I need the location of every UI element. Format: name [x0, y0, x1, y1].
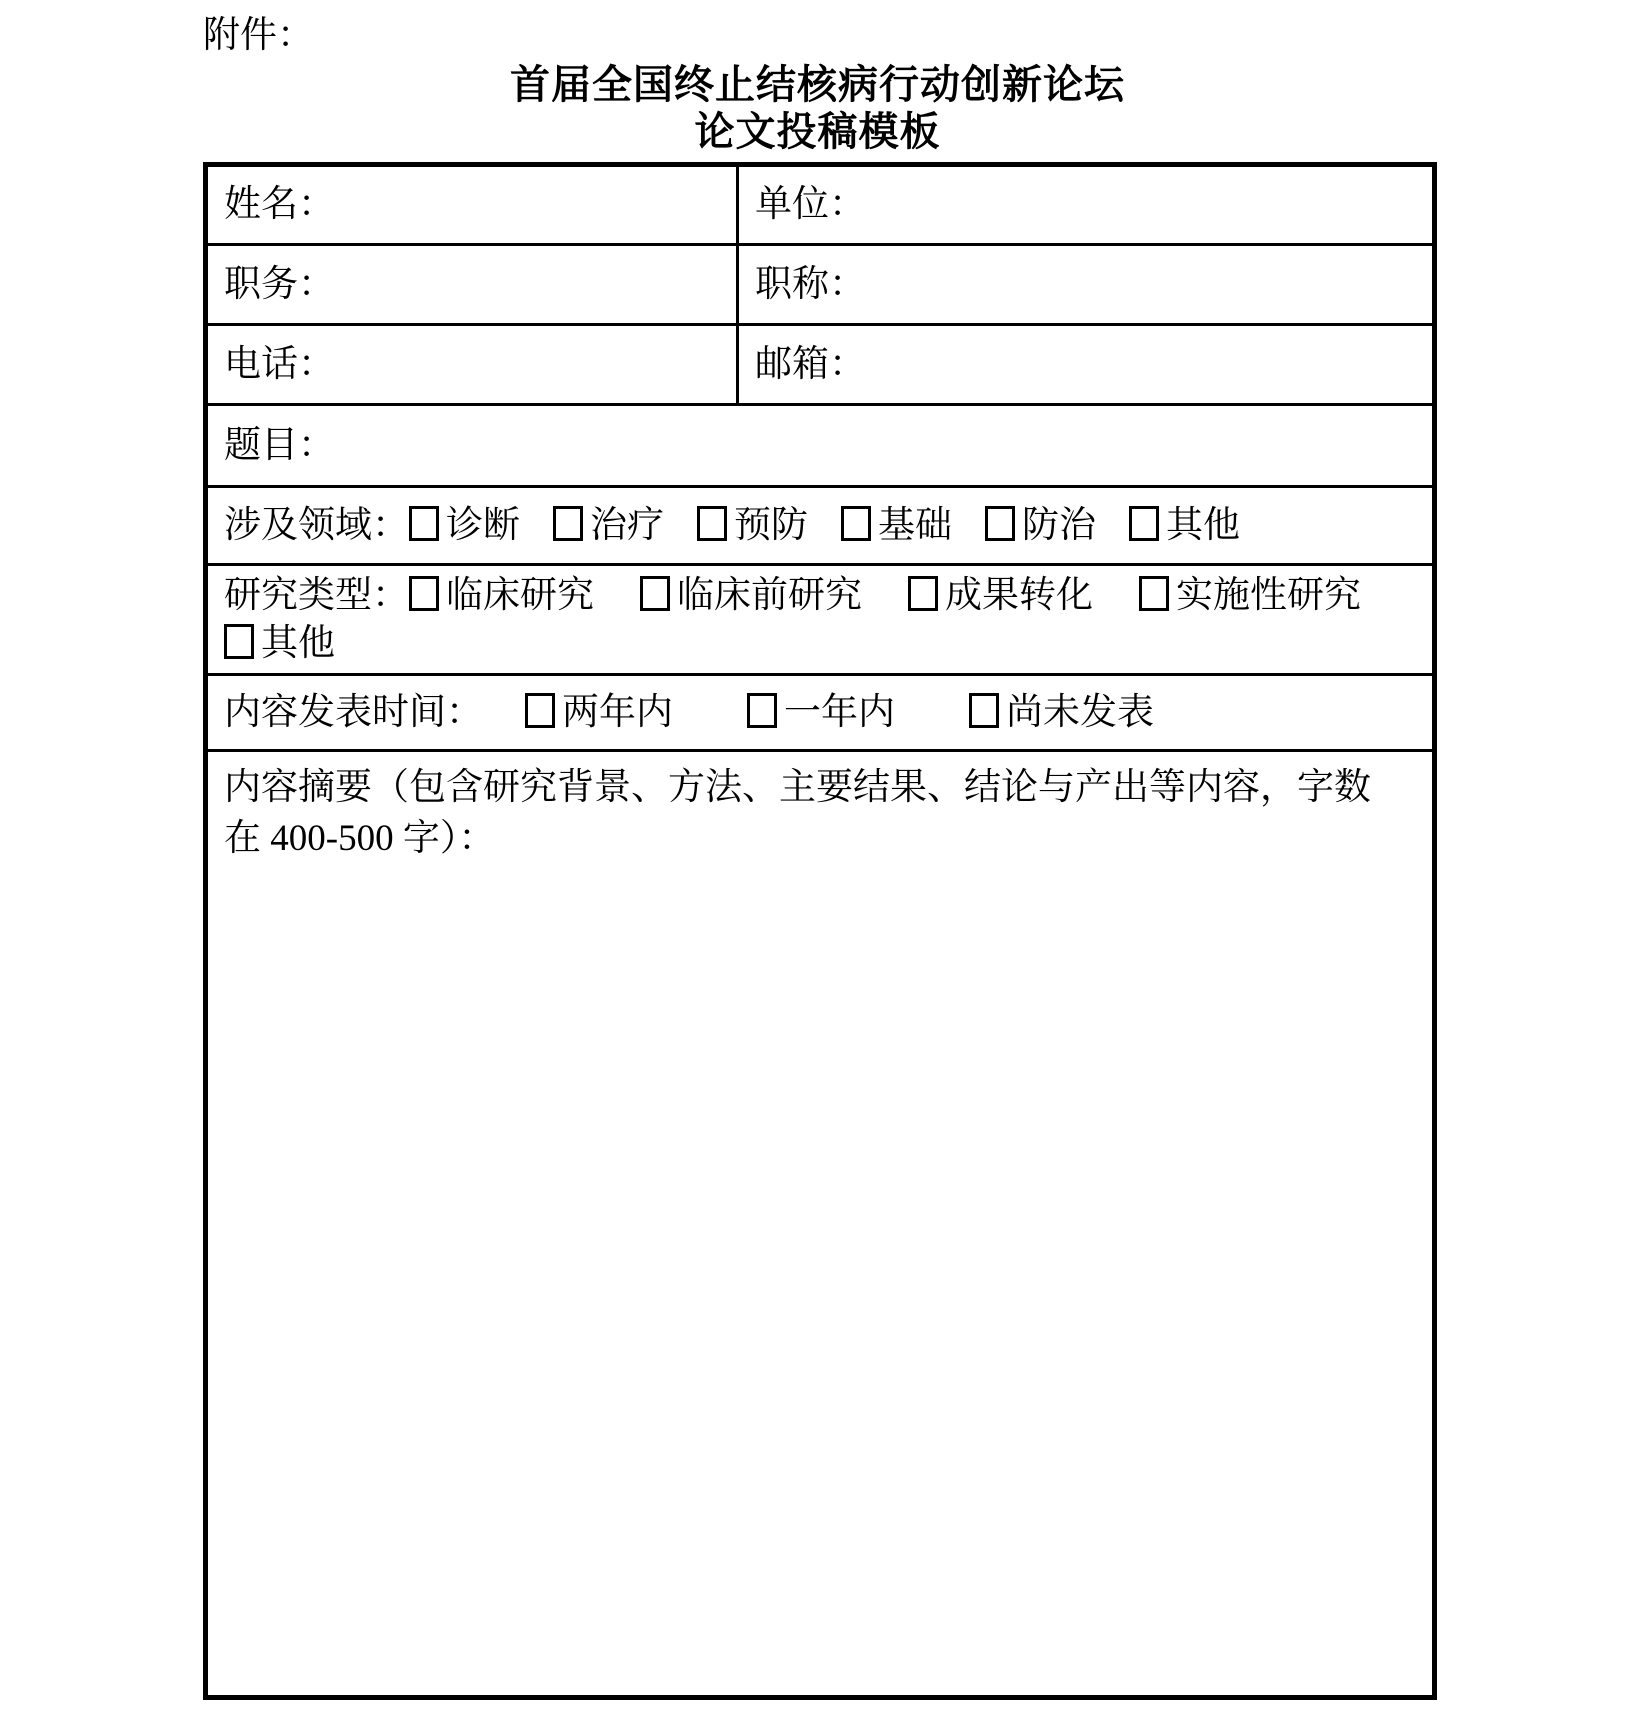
field-option-label: 诊断: [446, 504, 520, 546]
checkbox-icon[interactable]: [553, 506, 583, 541]
abstract-cell: [206, 751, 1435, 1698]
field-option-prevention: [697, 502, 808, 550]
table-row-field: [206, 487, 1435, 565]
checkbox-icon[interactable]: [224, 624, 254, 659]
checkbox-icon[interactable]: [697, 506, 727, 541]
field-option-other: [1129, 502, 1240, 550]
publish-option-label: 尚未发表: [1006, 691, 1154, 733]
table-row-abstract: [206, 751, 1435, 1698]
type-option-translation: [908, 572, 1093, 620]
research-type-cell: [206, 565, 1435, 675]
abstract-label: 内容摘要（包含研究背景、方法、主要结果、结论与产出等内容，字数在 400-500 字）：: [224, 767, 1371, 859]
type-option-label: 实施性研究: [1176, 574, 1361, 616]
checkbox-icon[interactable]: [1139, 576, 1169, 611]
page-title: 首届全国终止结核病行动创新论坛: [510, 62, 1125, 107]
checkbox-icon[interactable]: [747, 693, 777, 728]
paper-title-label: 题目：: [224, 424, 335, 466]
field-option-label: 治疗: [590, 504, 664, 546]
checkbox-icon[interactable]: [908, 576, 938, 611]
publish-option-unpublished: [969, 689, 1154, 737]
checkbox-icon[interactable]: [1129, 506, 1159, 541]
unit-label: 单位：: [755, 184, 866, 225]
table-row-publish-time: [206, 675, 1435, 751]
publish-option-one-year: [747, 689, 895, 737]
name-cell: [206, 165, 738, 245]
publish-option-two-years: [525, 689, 673, 737]
table-row-research-type: [206, 565, 1435, 675]
field-option-label: 防治: [1022, 504, 1096, 546]
field-option-label: 预防: [734, 504, 808, 546]
field-label: 涉及领域：: [224, 504, 409, 546]
checkbox-icon[interactable]: [409, 576, 439, 611]
type-option-label: 临床前研究: [677, 574, 862, 616]
name-label: 姓名：: [224, 184, 335, 225]
page-subtitle: 论文投稿模板: [694, 109, 941, 154]
duty-label: 职务：: [224, 263, 335, 305]
publish-option-label: 两年内: [562, 691, 673, 733]
job-title-cell: [738, 245, 1435, 325]
type-option-label: 临床研究: [446, 574, 594, 616]
email-label: 邮箱：: [755, 343, 866, 385]
type-option-implementation: [1139, 572, 1361, 620]
table-row-phone-email: [206, 325, 1435, 405]
field-option-basic: [841, 502, 952, 550]
type-option-clinical: [409, 572, 594, 620]
job-title-label: 职称：: [755, 263, 866, 305]
field-option-diagnosis: [409, 502, 520, 550]
field-option-control: [985, 502, 1096, 550]
table-row-duty-title: [206, 245, 1435, 325]
submission-form-table: [203, 162, 1437, 1700]
checkbox-icon[interactable]: [985, 506, 1015, 541]
duty-cell: [206, 245, 738, 325]
checkbox-icon[interactable]: [409, 506, 439, 541]
field-cell: [206, 487, 1435, 565]
field-option-label: 基础: [878, 504, 952, 546]
unit-cell: [738, 165, 1435, 245]
type-option-other: [224, 620, 335, 668]
research-type-label: 研究类型：: [224, 574, 409, 616]
document-page: [203, 13, 1432, 1700]
checkbox-icon[interactable]: [841, 506, 871, 541]
field-option-treatment: [553, 502, 664, 550]
checkbox-icon[interactable]: [525, 693, 555, 728]
phone-label: 电话：: [224, 343, 335, 385]
type-option-label: 成果转化: [945, 574, 1093, 616]
type-option-label: 其他: [261, 622, 335, 664]
phone-cell: [206, 325, 738, 405]
checkbox-icon[interactable]: [640, 576, 670, 611]
checkbox-icon[interactable]: [969, 693, 999, 728]
type-option-preclinical: [640, 572, 862, 620]
publish-time-cell: [206, 675, 1435, 751]
email-cell: [738, 325, 1435, 405]
table-row-name-unit: [206, 165, 1435, 245]
attachment-label: 附件：: [203, 15, 314, 56]
publish-time-label: 内容发表时间：: [224, 691, 483, 733]
paper-title-cell: [206, 405, 1435, 487]
field-option-label: 其他: [1166, 504, 1240, 546]
table-row-paper-title: [206, 405, 1435, 487]
publish-option-label: 一年内: [784, 691, 895, 733]
